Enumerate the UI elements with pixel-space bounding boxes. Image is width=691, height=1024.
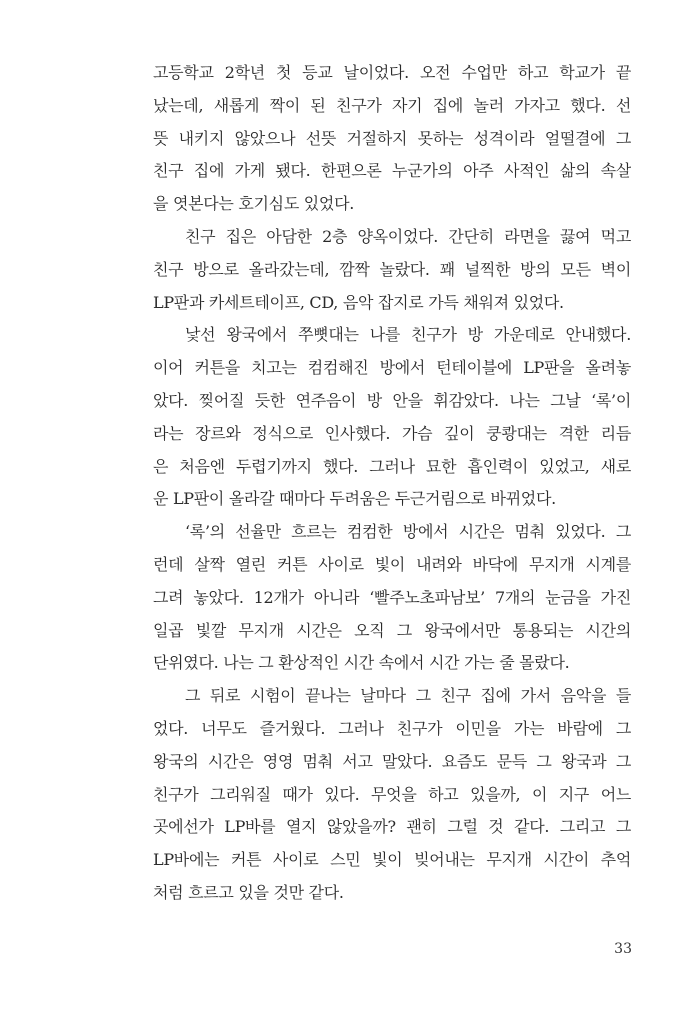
page-number: 33 — [614, 941, 632, 957]
text-line: 친구 방으로 올라갔는데, 깜짝 놀랐다. 꽤 널찍한 방의 모든 벽이 — [153, 259, 631, 279]
text-line: 고등학교 2학년 첫 등교 날이었다. 오전 수업만 하고 학교가 끝 — [153, 63, 631, 82]
paragraph-first-line: 그 뒤로 시험이 끝나는 날마다 그 친구 집에 가서 음악을 들 — [185, 686, 631, 706]
text-line: 친구 집에 가게 됐다. 한편으론 누군가의 아주 사적인 삶의 속살 — [153, 161, 631, 181]
text-line: 었다. 너무도 즐거웠다. 그러나 친구가 이민을 가는 바람에 그 — [153, 718, 631, 738]
paragraph-first-line: ‘록’의 선율만 흐르는 컴컴한 방에서 시간은 멈춰 있었다. 그 — [185, 522, 631, 542]
text-line: 처럼 흐르고 있을 것만 같다. — [153, 882, 344, 902]
text-line: 단위였다. 나는 그 환상적인 시간 속에서 시간 가는 줄 몰랐다. — [153, 653, 570, 673]
paragraph-first-line: 친구 집은 아담한 2층 양옥이었다. 간단히 라면을 끓여 먹고 — [185, 226, 631, 246]
text-line: 곳에선가 LP바를 열지 않았을까? 괜히 그럴 것 같다. 그리고 그 — [153, 817, 631, 837]
text-line: 운 LP판이 올라갈 때마다 두려움은 두근거림으로 바뀌었다. — [153, 489, 556, 509]
text-line: 왕국의 시간은 영영 멈춰 서고 말았다. 요즘도 문득 그 왕국과 그 — [153, 751, 631, 771]
text-line: 런데 살짝 열린 커튼 사이로 빛이 내려와 바닥에 무지개 시계를 — [153, 554, 631, 574]
text-line: LP바에는 커튼 사이로 스민 빛이 빚어내는 무지개 시간이 추억 — [153, 850, 631, 870]
text-line: 친구가 그리워질 때가 있다. 무엇을 하고 있을까, 이 지구 어느 — [153, 784, 631, 804]
text-line: 그려 놓았다. 12개가 아니라 ‘빨주노초파남보’ 7개의 눈금을 가진 — [153, 587, 631, 607]
text-line: 이어 커튼을 치고는 컴컴해진 방에서 턴테이블에 LP판을 올려놓 — [153, 358, 631, 378]
text-line: 뜻 내키지 않았으나 선뜻 거절하지 못하는 성격이라 얼떨결에 그 — [153, 128, 631, 148]
body-text — [153, 57, 631, 910]
text-line: 았다. 찢어질 듯한 연주음이 방 안을 휘감았다. 나는 그날 ‘록’이 — [153, 390, 631, 410]
text-line: LP판과 카세트테이프, CD, 음악 잡지로 가득 채워져 있었다. — [153, 292, 564, 312]
text-line: 은 처음엔 두렵기까지 했다. 그러나 묘한 흡인력이 있었고, 새로 — [153, 456, 631, 476]
text-line: 라는 장르와 정식으로 인사했다. 가슴 깊이 쿵쾅대는 격한 리듬 — [153, 423, 631, 443]
text-line: 을 엿본다는 호기심도 있었다. — [153, 194, 355, 214]
paragraph-first-line: 낯선 왕국에서 쭈뼛대는 나를 친구가 방 가운데로 안내했다. — [185, 325, 631, 345]
text-line: 났는데, 새롭게 짝이 된 친구가 자기 집에 놀러 가자고 했다. 선 — [153, 95, 631, 115]
text-line: 일곱 빛깔 무지개 시간은 오직 그 왕국에서만 통용되는 시간의 — [153, 620, 631, 640]
